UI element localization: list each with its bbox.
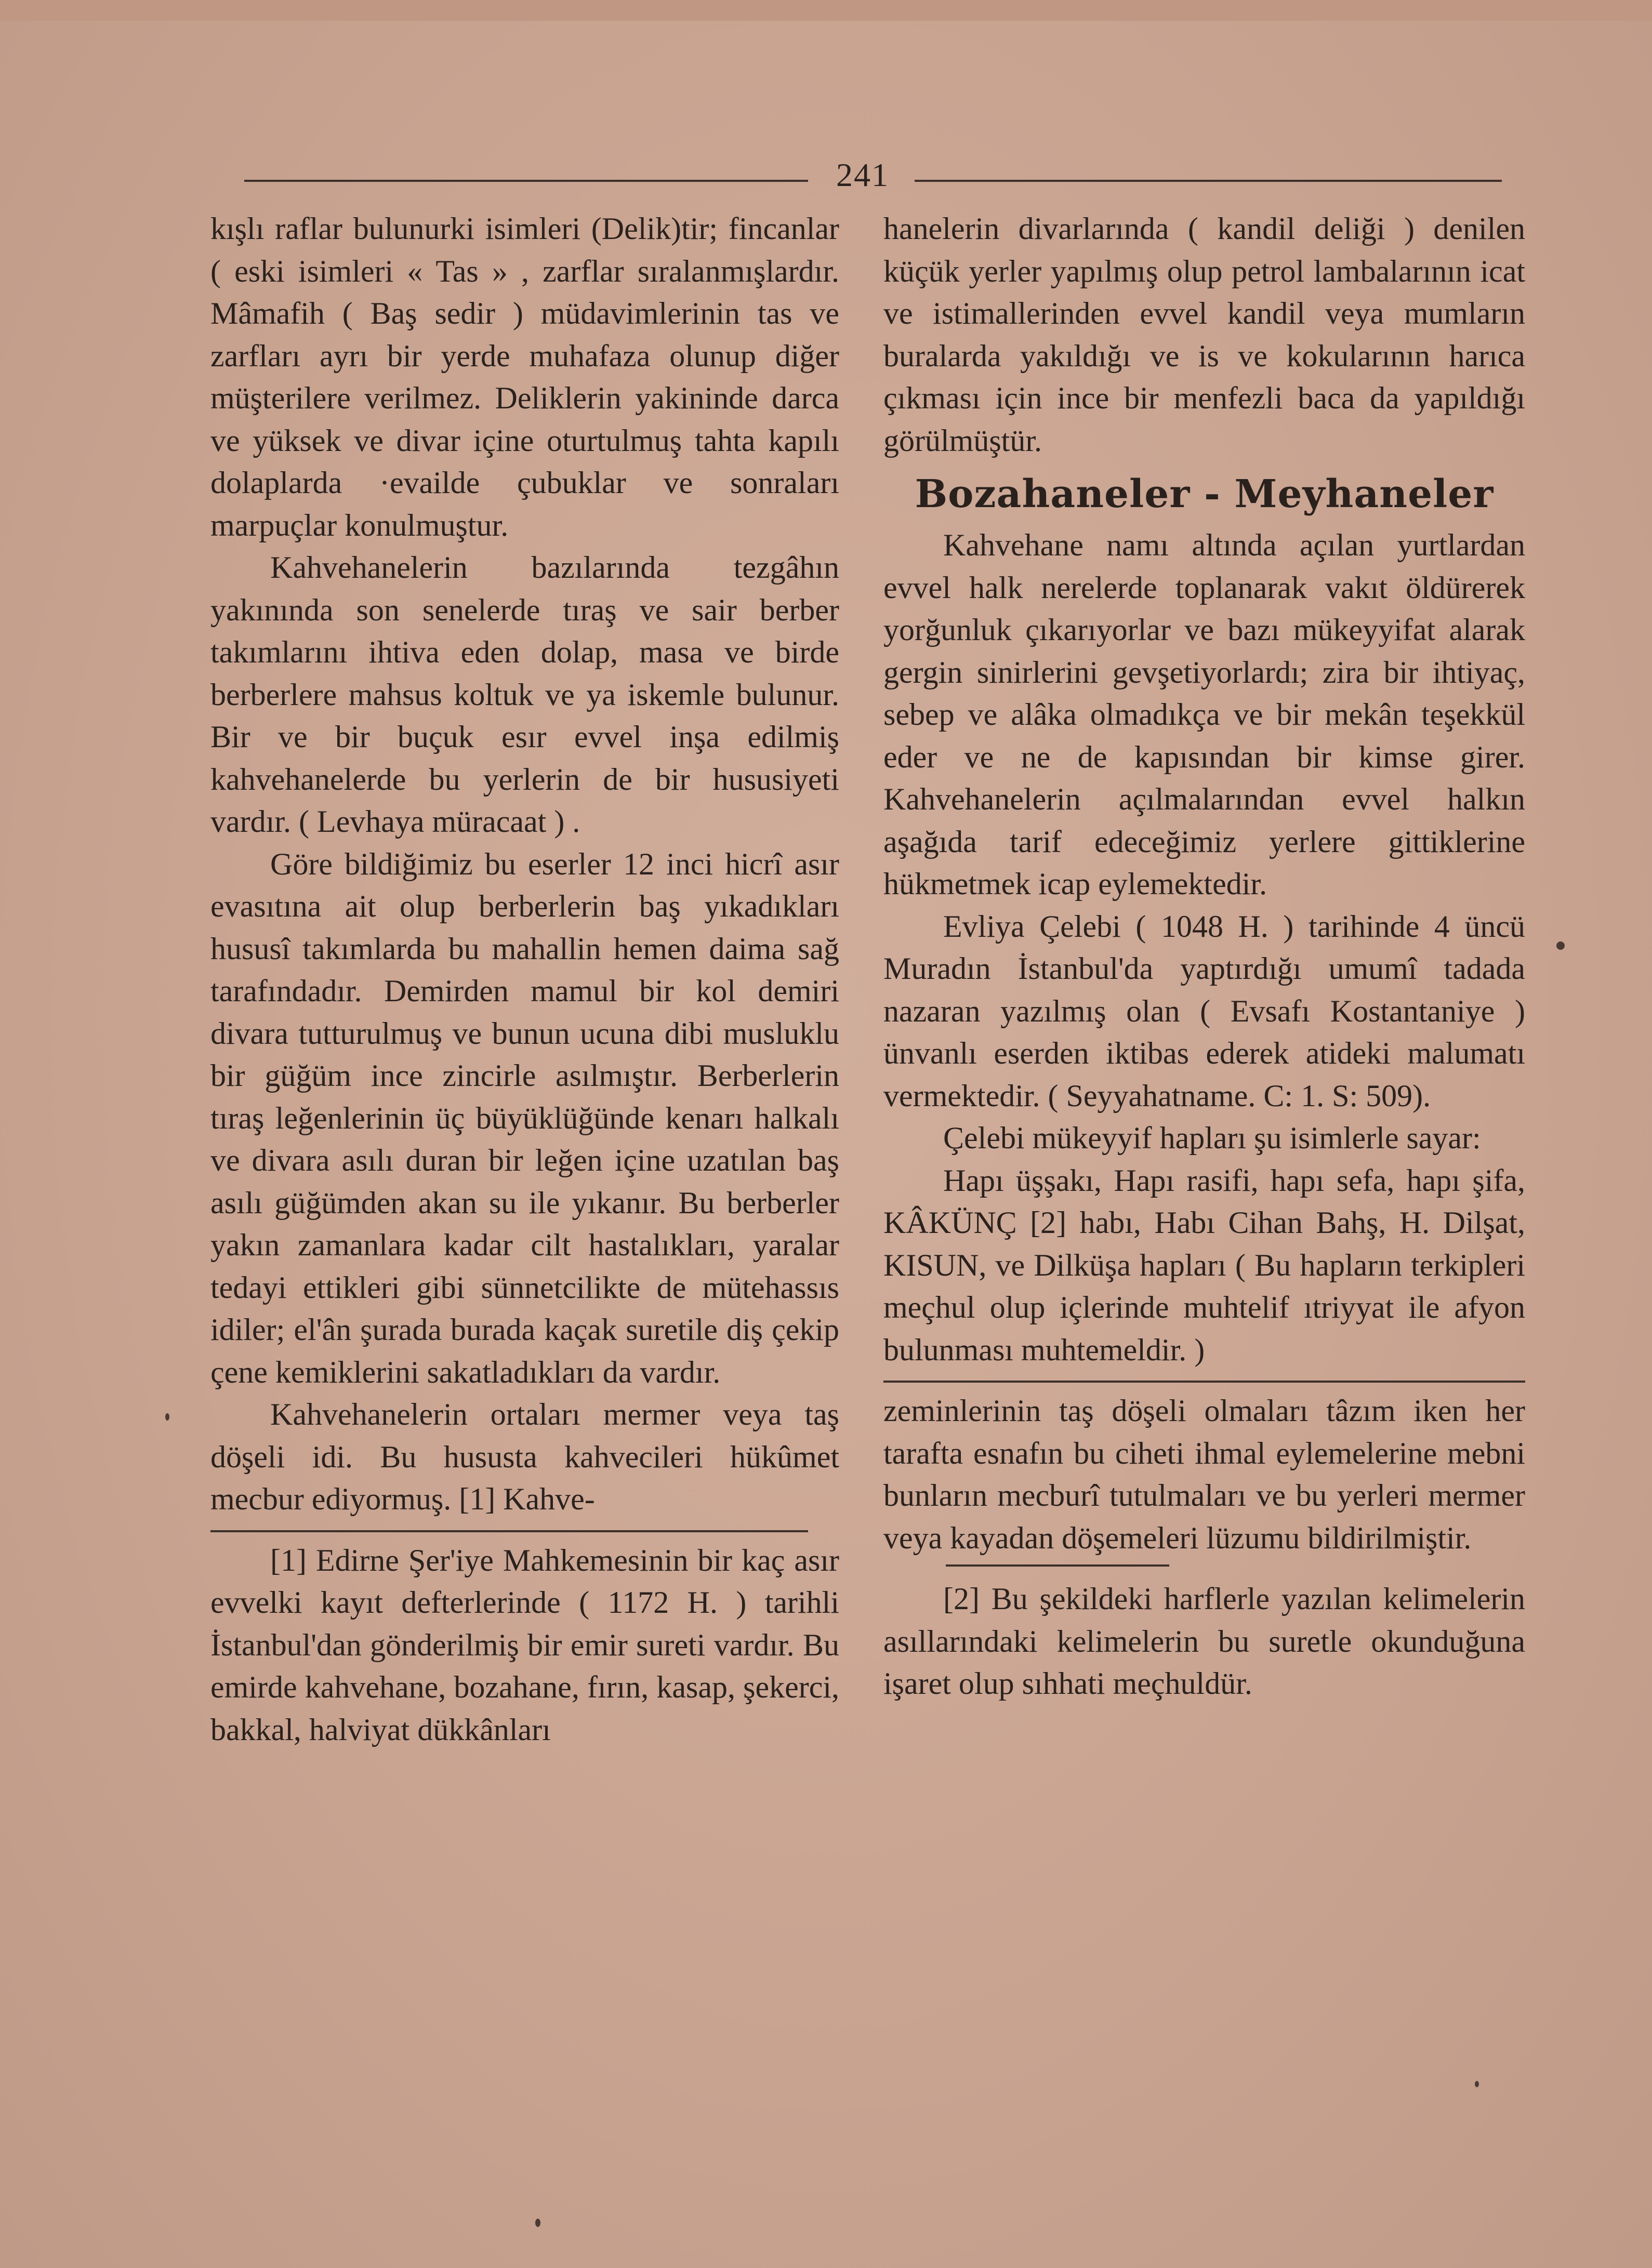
footnote-rule [210,1530,808,1532]
paper-top-edge [0,0,1652,21]
paragraph: Çelebi mükeyyif hapları şu isimlerle sayar: [943,1121,1481,1155]
section-heading: Bozahaneler - Meyhaneler [915,472,1494,516]
paragraph: Kahvehane namı altında açılan yurtlardan evvel halk nerelerde toplanarak vakıt öldürerek yorğunluk çıkarıyorlar ve bazı mükeyyifat alarak gergin sinirlerini gevşetiyorlardı; zira bir ihtiyaç, sebep ve alâka olmadıkça ve bir mekân teşekkül eder ve ne de kapısından bir kimse girer. Kahvehanelerin açılmalarından evvel halkın aşağıda tarif edeceğimiz yerlere gittiklerine hükmetmek icap eylemektedir. [883,528,1525,901]
paragraph: Hapı üşşakı, Hapı rasifi, hapı sefa, hapı şifa, KÂKÜNÇ [2] habı, Habı Cihan Bahş, H. Dilşat, KISUN, ve Dilküşa hapları ( Bu hapların terkipleri meçhul olup içlerinde muhtelif ıtriyyat ile afyon bulunması muhtemeldir. ) [883,1163,1525,1367]
paragraph: kışlı raflar bulunurki isimleri (Delik)tir; fincanlar ( eski isimleri « Tas » , zarflar sıralanmışlardır. Mâmafih ( Baş sedir ) müdavimlerinin tas ve zarfları ayrı bir yerde muhafaza olunup diğer müşterilere verilmez. Deliklerin yakininde darca ve yüksek ve divar içine oturtulmuş tahta kapılı dolaplarda ·evailde çubuklar ve sonraları marpuçlar konulmuştur. [210,211,839,542]
page-number: 241 [836,156,889,193]
header-rule-left [244,180,808,182]
footnote-2: [2] Bu şekildeki harflerle yazılan kelimelerin asıllarındaki kelimelerin bu suretle okunduğuna işaret olup sıhhati meçhuldür. [883,1582,1525,1701]
paper-speck [535,2219,540,2227]
footnote-1: [1] Edirne Şer'iye Mahkemesinin bir kaç asır evvelki kayıt defterlerinde ( 1172 H. ) tarihli İstanbul'dan gönderilmiş bir emir sureti vardır. Bu emirde kahvehane, bozahane, fırın, kasap, şekerci, bakkal, halviyat dükkânları [210,1543,839,1747]
paper-speck [1475,2081,1479,2087]
paragraph: Kahvehanelerin ortaları mermer veya taş döşeli idi. Bu hususta kahvecileri hükûmet mecbur ediyormuş. [1] Kahve- [210,1397,839,1516]
footnote-1-continued: zeminlerinin taş döşeli olmaları tâzım iken her tarafta esnafın bu ciheti ihmal eylemelerine mebni bunların mecburî tutulmaları ve bu yerleri mermer veya kayadan döşemeleri lüzumu bildirilmiştir. [883,1394,1525,1555]
header-rule-right [915,180,1502,182]
left-column [210,208,839,1751]
paragraph: Göre bildiğimiz bu eserler 12 inci hicrî asır evasıtına ait olup berberlerin baş yıkadıkları hususî takımlarda bu mahallin hemen daima sağ tarafındadır. Demirden mamul bir kol demiri divara tutturulmuş ve bunun ucuna dibi musluklu bir güğüm ince zincirle asılmıştır. Berberlerin tıraş leğenlerinin üç büyüklüğünde kenarı halkalı ve divara asılı duran bir leğen içine uzatılan baş asılı güğümden akan su ile yıkanır. Bu berberler yakın zamanlara kadar cilt hastalıkları, yaralar tedayi ettikleri gibi sünnetcilikte de mütehassıs idiler; el'ân şurada burada kaçak suretile diş çekip çene kemiklerini sakatladıkları da vardır. [210,846,839,1389]
footnote-separator [946,1564,1169,1567]
paper-speck [165,1413,169,1421]
paragraph: Evliya Çelebi ( 1048 H. ) tarihinde 4 üncü Muradın İstanbul'da yaptırdığı umumî tadada nazaran yazılmış olan ( Evsafı Kostantaniye ) ünvanlı eserden iktibas ederek atideki malumatı vermektedir. ( Seyyahatname. C: 1. S: 509). [883,909,1525,1113]
paragraph: Kahvehanelerin bazılarında tezgâhın yakınında son senelerde tıraş ve sair berber takımlarını ihtiva eden dolap, masa ve birde berberlere mahsus koltuk ve ya iskemle bulunur. Bir ve bir buçuk esır evvel inşa edilmiş kahvehanelerde bu yerlerin de bir hususiyeti vardır. ( Levhaya müracaat ) . [210,550,839,839]
right-column [883,208,1525,1705]
footnote-rule [883,1381,1525,1383]
paper-speck [1556,941,1565,950]
page-header [244,152,1502,193]
paragraph: hanelerin divarlarında ( kandil deliği ) denilen küçük yerler yapılmış olup petrol lambalarının icat ve istimallerinden evvel kandil veya mumların buralarda yakıldığı ve is ve kokularının harıca çıkması için ince bir menfezli baca da yapıldığı görülmüştür. [883,211,1525,458]
